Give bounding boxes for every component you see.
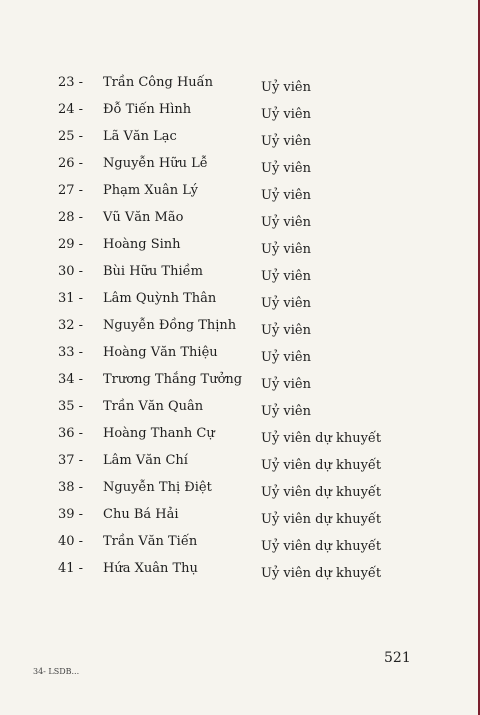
member-role: Uỷ viên dự khuyết: [261, 458, 382, 473]
member-name: Nguyễn Hữu Lễ: [103, 156, 208, 171]
member-name: Hứa Xuân Thụ: [103, 561, 198, 576]
list-item: [0, 259, 480, 286]
item-number: 40 -: [58, 534, 84, 549]
item-number: 33 -: [58, 345, 84, 360]
list-item: [0, 394, 480, 421]
member-role: Uỷ viên: [261, 134, 312, 149]
member-role: Uỷ viên: [261, 377, 312, 392]
list-item: [0, 556, 480, 583]
member-role: Uỷ viên: [261, 269, 312, 284]
member-name: Lã Văn Lạc: [103, 129, 177, 144]
member-name: Trần Văn Tiến: [103, 534, 198, 549]
member-name: Bùi Hữu Thiềm: [103, 264, 203, 279]
item-number: 25 -: [58, 129, 84, 144]
member-role: Uỷ viên: [261, 215, 312, 230]
member-role: Uỷ viên: [261, 296, 312, 311]
member-name: Nguyễn Thị Điệt: [103, 480, 212, 495]
member-role: Uỷ viên dự khuyết: [261, 566, 382, 581]
item-number: 29 -: [58, 237, 84, 252]
list-item: [0, 367, 480, 394]
member-role: Uỷ viên: [261, 323, 312, 338]
item-number: 28 -: [58, 210, 84, 225]
member-role: Uỷ viên: [261, 188, 312, 203]
list-item: [0, 124, 480, 151]
member-role: Uỷ viên: [261, 350, 312, 365]
item-number: 38 -: [58, 480, 84, 495]
list-item: [0, 475, 480, 502]
item-number: 41 -: [58, 561, 84, 576]
member-role: Uỷ viên: [261, 80, 312, 95]
member-name: Trương Thắng Tưởng: [103, 372, 243, 387]
member-name: Chu Bá Hải: [103, 507, 179, 522]
member-name: Đỗ Tiến Hình: [103, 102, 192, 117]
member-name: Trần Văn Quân: [103, 399, 204, 414]
member-role: Uỷ viên dự khuyết: [261, 539, 382, 554]
item-number: 34 -: [58, 372, 84, 387]
member-role: Uỷ viên: [261, 107, 312, 122]
list-item: [0, 529, 480, 556]
member-role: Uỷ viên dự khuyết: [261, 431, 382, 446]
item-number: 27 -: [58, 183, 84, 198]
list-item: [0, 286, 480, 313]
item-number: 31 -: [58, 291, 84, 306]
item-number: 26 -: [58, 156, 84, 171]
list-item: [0, 205, 480, 232]
member-name: Hoàng Văn Thiệu: [103, 345, 218, 360]
page-number: 521: [384, 650, 411, 666]
member-name: Hoàng Sinh: [103, 237, 181, 252]
member-role: Uỷ viên: [261, 161, 312, 176]
member-role: Uỷ viên dự khuyết: [261, 485, 382, 500]
list-item: [0, 70, 480, 97]
member-list: [0, 70, 480, 583]
list-item: [0, 232, 480, 259]
footer-signature-mark: 34- LSDB...: [33, 667, 80, 676]
list-item: [0, 178, 480, 205]
member-name: Lâm Quỳnh Thân: [103, 291, 217, 306]
list-item: [0, 313, 480, 340]
list-item: [0, 340, 480, 367]
list-item: [0, 151, 480, 178]
item-number: 24 -: [58, 102, 84, 117]
item-number: 36 -: [58, 426, 84, 441]
list-item: [0, 421, 480, 448]
member-role: Uỷ viên dự khuyết: [261, 512, 382, 527]
list-item: [0, 97, 480, 124]
member-name: Nguyễn Đồng Thịnh: [103, 318, 237, 333]
item-number: 35 -: [58, 399, 84, 414]
item-number: 32 -: [58, 318, 84, 333]
item-number: 30 -: [58, 264, 84, 279]
member-name: Phạm Xuân Lý: [103, 183, 198, 198]
member-name: Lâm Văn Chí: [103, 453, 188, 468]
member-name: Hoàng Thanh Cự: [103, 426, 215, 441]
item-number: 39 -: [58, 507, 84, 522]
member-role: Uỷ viên: [261, 242, 312, 257]
list-item: [0, 502, 480, 529]
member-name: Vũ Văn Mão: [103, 210, 184, 225]
list-item: [0, 448, 480, 475]
item-number: 23 -: [58, 75, 84, 90]
member-name: Trần Công Huấn: [103, 75, 214, 90]
member-role: Uỷ viên: [261, 404, 312, 419]
item-number: 37 -: [58, 453, 84, 468]
